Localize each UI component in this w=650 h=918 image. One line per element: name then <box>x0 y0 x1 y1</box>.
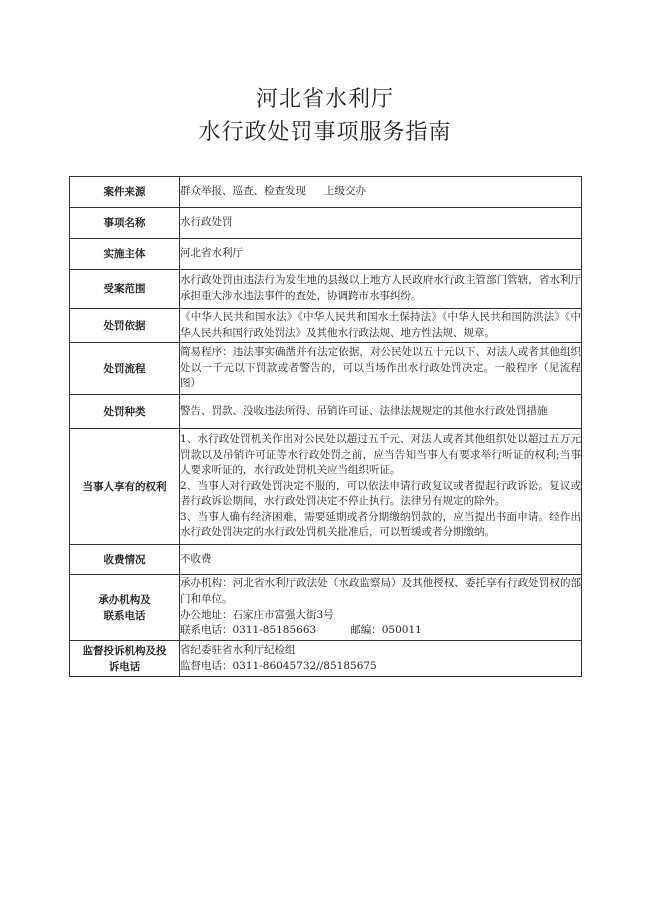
rights-item-2: 2、当事人对行政处罚决定不服的，可以依法申请行政复议或者提起行政诉讼。复议或者行政诉讼期间，水行政处罚决定不停止执行。法律另有规定的除外。 <box>180 479 581 508</box>
item-name-value: 水行政处罚 <box>180 208 582 239</box>
handling-phone: 联系电话：0311-85185663 <box>180 624 317 637</box>
source-text-b: 上级交办 <box>324 185 366 198</box>
procedure-label: 处罚流程 <box>70 343 180 395</box>
scope-label: 受案范围 <box>70 270 180 309</box>
table-row-fees <box>70 545 582 575</box>
scope-value: 水行政处罚由违法行为发生地的县级以上地方人民政府水行政主管部门管辖，省水利厅承担重大涉水违法事件的查处，协调跨市水事纠纷。 <box>180 270 582 309</box>
table-row-source <box>70 177 582 208</box>
document-subtitle: 水行政处罚事项服务指南 <box>198 120 452 145</box>
source-text-a: 群众举报、巡查、检查发现 <box>180 185 306 198</box>
handling-label <box>70 575 180 641</box>
table-row-authority <box>70 239 582 270</box>
handling-postcode: 邮编：050011 <box>350 624 422 637</box>
item-name-label: 事项名称 <box>70 208 180 239</box>
handling-label-line1: 承办机构及 <box>98 593 151 606</box>
handling-label-line2: 联系电话 <box>103 609 146 622</box>
handling-address: 办公地址：石家庄市富强大街3号 <box>180 608 334 621</box>
document-title: 河北省水利厅 <box>255 87 394 112</box>
authority-label: 实施主体 <box>70 239 180 270</box>
service-guide-table <box>69 176 582 677</box>
table-row-basis <box>70 309 582 343</box>
table-row-handling <box>70 575 582 641</box>
source-label: 案件来源 <box>70 177 180 208</box>
table-row-types <box>70 395 582 429</box>
rights-item-1: 1、水行政处罚机关作出对公民处以超过五千元、对法人或者其他组织处以超过五万元罚款以及吊销许可证等水行政处罚之前，应当告知当事人有要求举行听证的权利;当事人要求听证的，水行政处罚机关应当组织听证。 <box>180 432 581 477</box>
fees-value: 不收费 <box>180 545 582 575</box>
rights-value <box>180 429 582 545</box>
basis-value: 《中华人民共和国水法》《中华人民共和国水土保持法》《中华人民共和国防洪法》《中华人民共和国行政处罚法》及其他水行政法规、地方性法规、规章。 <box>180 309 582 343</box>
table-row-rights <box>70 429 582 545</box>
rights-label: 当事人享有的权利 <box>70 429 180 545</box>
supervision-org: 省纪委驻省水利厅纪检组 <box>180 643 296 656</box>
table-row-procedure <box>70 343 582 395</box>
basis-label: 处罚依据 <box>70 309 180 343</box>
table-row-supervision <box>70 641 582 677</box>
rights-item-3: 3、当事人确有经济困难，需要延期或者分期缴纳罚款的，应当提出书面申请。经作出水行政处罚决定的水行政处罚机关批准后，可以暂缓或者分期缴纳。 <box>180 510 581 539</box>
handling-value <box>180 575 582 641</box>
types-label: 处罚种类 <box>70 395 180 429</box>
types-value: 警告、罚款、没收违法所得、吊销许可证、法律法规规定的其他水行政处罚措施 <box>180 395 582 429</box>
table-row-scope <box>70 270 582 309</box>
supervision-label-line1: 监督投诉机构及投 <box>82 644 167 657</box>
supervision-phone: 监督电话：0311-86045732//85185675 <box>180 659 377 672</box>
fees-label: 收费情况 <box>70 545 180 575</box>
supervision-label <box>70 641 180 677</box>
handling-org: 承办机构：河北省水利厅政法处（水政监察局）及其他授权、委托享有行政处罚权的部门和单位。 <box>180 577 581 605</box>
source-value <box>180 177 582 208</box>
authority-value: 河北省水利厅 <box>180 239 582 270</box>
supervision-label-line2: 诉电话 <box>108 660 141 673</box>
supervision-value <box>180 641 582 677</box>
procedure-value: 简易程序：违法事实确凿并有法定依据，对公民处以五十元以下、对法人或者其他组织处以一千元以下罚款或者警告的，可以当场作出水行政处罚决定。一般程序（见流程图） <box>180 343 582 395</box>
table-row-item-name <box>70 208 582 239</box>
